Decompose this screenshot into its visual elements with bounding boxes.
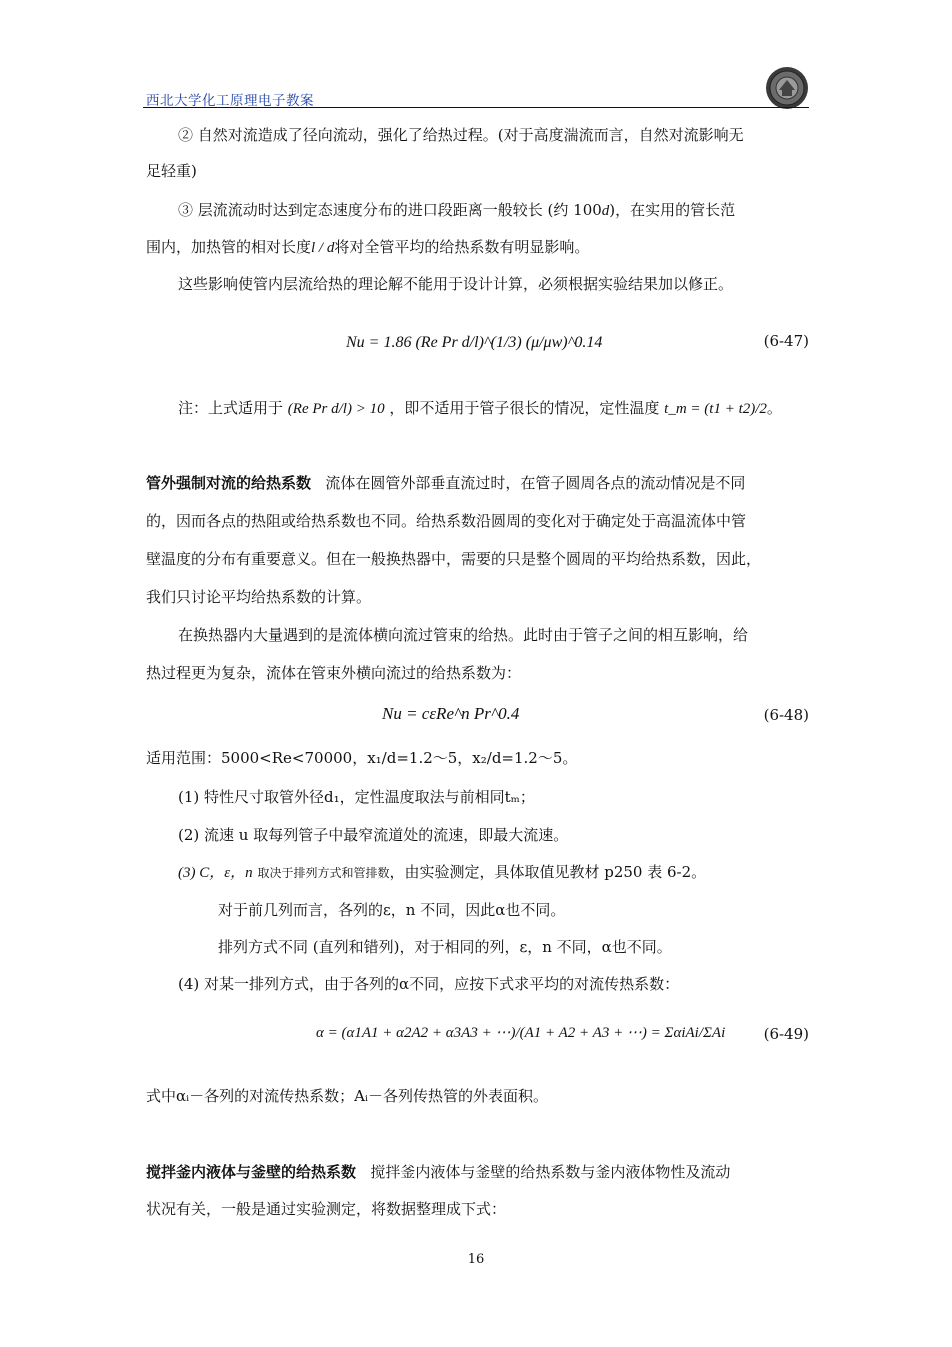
section-heading: 管外强制对流的给热系数 <box>146 474 312 492</box>
page-number: 16 <box>467 1252 485 1267</box>
section-external-flow <box>146 472 810 494</box>
condition-formula: (Re Pr d/l) > 10 <box>287 401 385 417</box>
equation-6-48: Nu = cεRe^n Pr^0.4 <box>382 704 520 723</box>
equation-legend: 式中αᵢ－各列的对流传热系数；Aᵢ－各列传热管的外表面积。 <box>146 1087 548 1105</box>
list-item-3-sub-2: 排列方式不同 (直列和错列)，对于相同的列，ε，n 不同，α也不同。 <box>218 938 672 956</box>
text-segment: 取决于排列方式和管排数 <box>257 866 390 880</box>
list-item-1: (1) 特性尺寸取管外径d₁，定性温度取法与前相同tₘ； <box>178 788 535 806</box>
applicability-range: 适用范围：5000<Re<70000，x₁/d=1.2～5，x₂/d=1.2～5。 <box>146 749 578 767</box>
header-title: 西北大学化工原理电子教案 <box>146 93 314 109</box>
qualitative-temperature-formula: t_m = (t1 + t2)/2 <box>664 401 767 417</box>
text-segment: ，即不适用于管子很长的情况，定性温度 <box>389 399 660 417</box>
equation-text: Nu = 1.86 (Re Pr d/l)^(1/3) (μ/μw)^0.14 <box>346 334 603 351</box>
para-correction: 这些影响使管内层流给热的理论解不能用于设计计算，必须根据实验结果加以修正。 <box>178 275 734 293</box>
text-segment: 。 <box>766 399 782 417</box>
text-segment: 围内，加热管的相对长度 <box>146 238 312 256</box>
text-segment: ③ 层流流动时达到定态速度分布的进口段距离一般较长 (约 100 <box>178 201 602 219</box>
equation-number-6-47: (6-47) <box>763 332 809 350</box>
section-external-flow-line4: 我们只讨论平均给热系数的计算。 <box>146 588 372 606</box>
university-seal-icon <box>765 66 809 110</box>
list-item-3 <box>178 861 842 884</box>
text-segment: 将对全管平均的给热系数有明显影响。 <box>334 238 590 256</box>
text-segment: 搅拌釜内液体与釜壁的给热系数与釜内液体物性及流动 <box>370 1163 731 1181</box>
para-tube-bundle: 在换热器内大量遇到的是流体横向流过管束的给热。此时由于管子之间的相互影响，给 <box>178 626 749 644</box>
section-stirred-tank-line2: 状况有关，一般是通过实验测定，将数据整理成下式： <box>146 1200 507 1218</box>
equation-number-6-49: (6-49) <box>763 1025 809 1043</box>
equation-6-49: α = (α1A1 + α2A2 + α3A3 + ⋯)/(A1 + A2 + A3 + ⋯) = ΣαiAi/ΣAi <box>316 1025 726 1041</box>
section-external-flow-line2: 的，因而各点的热阻或给热系数也不同。给热系数沿圆周的变化对于确定处于高温流体中管 <box>146 512 747 530</box>
note-applicability <box>178 390 842 427</box>
section-external-flow-line3: 壁温度的分布有重要意义。但在一般换热器中，需要的只是整个圆周的平均给热系数，因此， <box>146 550 762 568</box>
text-segment: ，由实验测定，具体取值见教材 p250 表 6-2。 <box>389 863 707 881</box>
list-item-2: (2) 流速 u 取每列管子中最窄流道处的流速，即最大流速。 <box>178 826 569 844</box>
para-natural-convection-cont: 足轻重) <box>146 162 197 180</box>
header-divider <box>143 107 809 108</box>
text-segment: 注：上式适用于 <box>178 399 284 417</box>
text-segment: 流体在圆管外部垂直流过时，在管子圆周各点的流动情况是不同 <box>325 474 746 492</box>
symbol-d: d <box>601 203 610 219</box>
equation-6-47 <box>346 316 602 370</box>
para-tube-bundle-cont: 热过程更为复杂，流体在管束外横向流过的给热系数为： <box>146 664 522 682</box>
text-segment: )，在实用的管长范 <box>609 201 736 219</box>
section-stirred-tank <box>146 1161 810 1183</box>
para-entrance-length-cont <box>146 236 810 259</box>
para-natural-convection: ② 自然对流造成了径向流动，强化了给热过程。(对于高度湍流而言，自然对流影响无 <box>178 126 744 144</box>
list-item-4: (4) 对某一排列方式，由于各列的α不同，应按下式求平均的对流传热系数： <box>178 975 680 993</box>
list-item-3-sub-1: 对于前几列而言，各列的ε，n 不同，因此α也不同。 <box>218 901 566 919</box>
symbol-l-over-d: l / d <box>311 240 335 256</box>
equation-number-6-48: (6-48) <box>763 706 809 724</box>
text-segment: (3) C，ε，n <box>178 865 253 881</box>
section-heading: 搅拌釜内液体与釜壁的给热系数 <box>146 1163 357 1181</box>
para-entrance-length <box>178 199 842 222</box>
